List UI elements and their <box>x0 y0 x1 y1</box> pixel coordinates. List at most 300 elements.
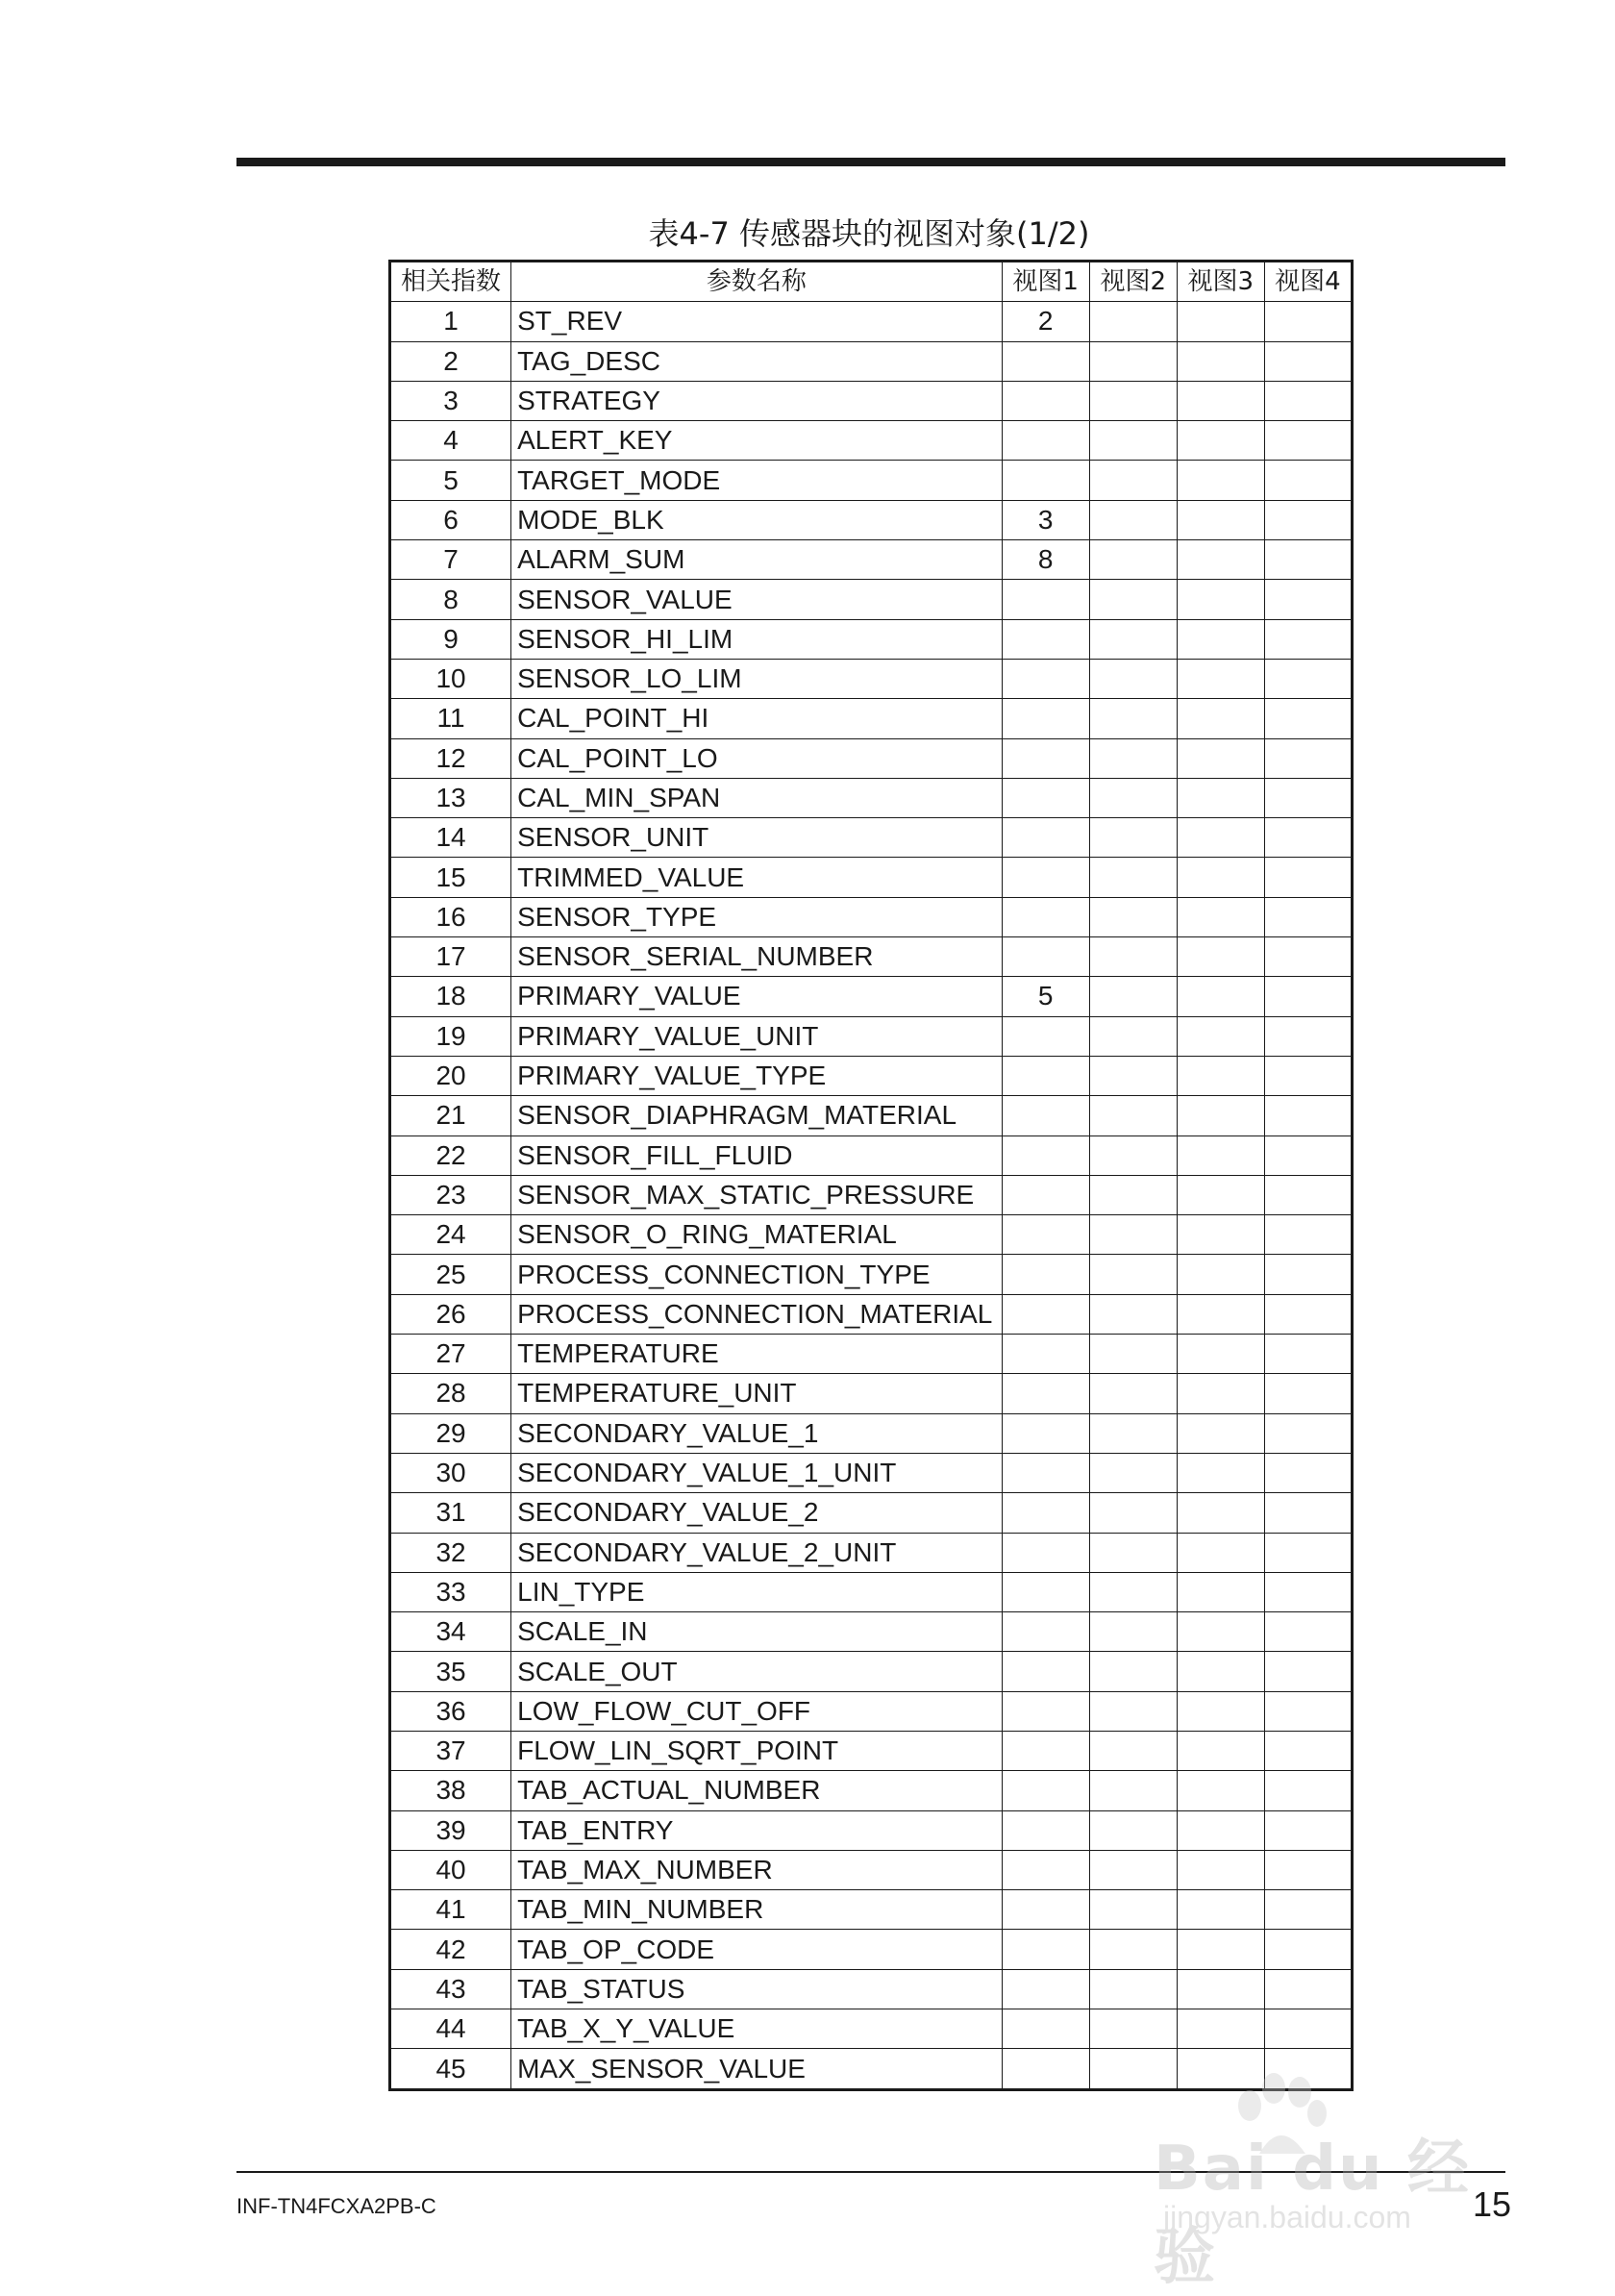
table-row <box>390 1016 1353 1056</box>
row-view4 <box>1264 858 1352 897</box>
row-view2 <box>1089 1215 1177 1255</box>
row-view3 <box>1177 858 1264 897</box>
row-param-name: TAB_ACTUAL_NUMBER <box>511 1771 1003 1810</box>
row-param-name: SENSOR_O_RING_MATERIAL <box>511 1215 1003 1255</box>
row-param-name: TAB_MAX_NUMBER <box>511 1850 1003 1889</box>
row-view4 <box>1264 2009 1352 2049</box>
row-view4 <box>1264 1374 1352 1413</box>
row-view1 <box>1002 580 1089 619</box>
row-view1 <box>1002 1374 1089 1413</box>
table-row <box>390 500 1353 539</box>
row-view1 <box>1002 1255 1089 1294</box>
row-index: 12 <box>390 738 511 778</box>
row-view1 <box>1002 381 1089 420</box>
row-view2 <box>1089 699 1177 738</box>
row-view1 <box>1002 341 1089 381</box>
table-row <box>390 1374 1353 1413</box>
row-view2 <box>1089 1810 1177 1850</box>
row-view4 <box>1264 381 1352 420</box>
row-param-name: TAB_STATUS <box>511 1969 1003 2009</box>
row-index: 36 <box>390 1691 511 1731</box>
row-view3 <box>1177 897 1264 936</box>
row-view2 <box>1089 818 1177 858</box>
row-param-name: TAB_MIN_NUMBER <box>511 1890 1003 1930</box>
row-view3 <box>1177 500 1264 539</box>
row-view1 <box>1002 858 1089 897</box>
row-view3 <box>1177 580 1264 619</box>
row-index: 26 <box>390 1294 511 1334</box>
table-row <box>390 1136 1353 1175</box>
row-view1 <box>1002 2009 1089 2049</box>
row-index: 32 <box>390 1533 511 1572</box>
table-row <box>390 1533 1353 1572</box>
row-view4 <box>1264 1612 1352 1652</box>
row-view2 <box>1089 897 1177 936</box>
row-index: 6 <box>390 500 511 539</box>
row-view4 <box>1264 1413 1352 1453</box>
table-row <box>390 1850 1353 1889</box>
row-index: 24 <box>390 1215 511 1255</box>
row-view4 <box>1264 1533 1352 1572</box>
row-view1 <box>1002 659 1089 698</box>
row-view1 <box>1002 937 1089 977</box>
row-view1 <box>1002 1136 1089 1175</box>
row-view2 <box>1089 421 1177 461</box>
table-row <box>390 1175 1353 1214</box>
row-index: 19 <box>390 1016 511 1056</box>
row-param-name: SENSOR_LO_LIM <box>511 659 1003 698</box>
header-index: 相关指数 <box>390 262 511 302</box>
row-param-name: SENSOR_VALUE <box>511 580 1003 619</box>
row-index: 38 <box>390 1771 511 1810</box>
row-index: 22 <box>390 1136 511 1175</box>
header-view1: 视图1 <box>1002 262 1089 302</box>
row-view4 <box>1264 1136 1352 1175</box>
row-view1 <box>1002 699 1089 738</box>
row-view2 <box>1089 1572 1177 1611</box>
row-param-name: TRIMMED_VALUE <box>511 858 1003 897</box>
row-index: 34 <box>390 1612 511 1652</box>
table-row <box>390 1413 1353 1453</box>
row-index: 13 <box>390 778 511 817</box>
row-view2 <box>1089 1890 1177 1930</box>
table-row <box>390 897 1353 936</box>
row-index: 43 <box>390 1969 511 2009</box>
row-param-name: CAL_POINT_HI <box>511 699 1003 738</box>
row-view2 <box>1089 1533 1177 1572</box>
row-index: 33 <box>390 1572 511 1611</box>
row-view3 <box>1177 302 1264 341</box>
row-index: 31 <box>390 1493 511 1533</box>
table-row <box>390 1572 1353 1611</box>
row-view3 <box>1177 1771 1264 1810</box>
row-view1: 3 <box>1002 500 1089 539</box>
row-view3 <box>1177 540 1264 580</box>
table-row <box>390 1810 1353 1850</box>
table-row <box>390 1294 1353 1334</box>
row-view3 <box>1177 341 1264 381</box>
row-view3 <box>1177 1215 1264 1255</box>
row-view3 <box>1177 1612 1264 1652</box>
row-view2 <box>1089 937 1177 977</box>
row-view1 <box>1002 1771 1089 1810</box>
row-view4 <box>1264 977 1352 1016</box>
row-index: 4 <box>390 421 511 461</box>
row-view1 <box>1002 1810 1089 1850</box>
row-view2 <box>1089 1612 1177 1652</box>
row-view4 <box>1264 1493 1352 1533</box>
row-param-name: ALERT_KEY <box>511 421 1003 461</box>
row-view2 <box>1089 1056 1177 1095</box>
row-param-name: SENSOR_MAX_STATIC_PRESSURE <box>511 1175 1003 1214</box>
row-view4 <box>1264 1335 1352 1374</box>
row-view3 <box>1177 659 1264 698</box>
row-param-name: SECONDARY_VALUE_2_UNIT <box>511 1533 1003 1572</box>
row-view1 <box>1002 1533 1089 1572</box>
row-view2 <box>1089 1335 1177 1374</box>
row-view4 <box>1264 1572 1352 1611</box>
row-view2 <box>1089 778 1177 817</box>
row-view4 <box>1264 1691 1352 1731</box>
row-view1 <box>1002 1175 1089 1214</box>
table-row <box>390 1335 1353 1374</box>
row-param-name: TAG_DESC <box>511 341 1003 381</box>
row-view3 <box>1177 1294 1264 1334</box>
header-view3: 视图3 <box>1177 262 1264 302</box>
row-view4 <box>1264 1016 1352 1056</box>
row-view2 <box>1089 1136 1177 1175</box>
row-view2 <box>1089 659 1177 698</box>
row-view4 <box>1264 580 1352 619</box>
row-view4 <box>1264 1294 1352 1334</box>
table-row <box>390 1453 1353 1492</box>
table-row <box>390 778 1353 817</box>
row-index: 30 <box>390 1453 511 1492</box>
row-view2 <box>1089 858 1177 897</box>
row-view3 <box>1177 977 1264 1016</box>
row-view4 <box>1264 699 1352 738</box>
row-param-name: SENSOR_FILL_FLUID <box>511 1136 1003 1175</box>
row-index: 37 <box>390 1731 511 1770</box>
row-param-name: SECONDARY_VALUE_1_UNIT <box>511 1453 1003 1492</box>
row-view2 <box>1089 1771 1177 1810</box>
row-index: 40 <box>390 1850 511 1889</box>
row-view1 <box>1002 1652 1089 1691</box>
row-view4 <box>1264 421 1352 461</box>
row-view2 <box>1089 1691 1177 1731</box>
row-index: 23 <box>390 1175 511 1214</box>
row-view3 <box>1177 1016 1264 1056</box>
row-index: 45 <box>390 2049 511 2089</box>
row-view1 <box>1002 1493 1089 1533</box>
row-index: 29 <box>390 1413 511 1453</box>
row-view3 <box>1177 738 1264 778</box>
row-param-name: SECONDARY_VALUE_1 <box>511 1413 1003 1453</box>
row-view3 <box>1177 461 1264 500</box>
row-index: 10 <box>390 659 511 698</box>
row-view4 <box>1264 1810 1352 1850</box>
row-index: 21 <box>390 1096 511 1136</box>
row-view4 <box>1264 540 1352 580</box>
row-view3 <box>1177 778 1264 817</box>
table-row <box>390 738 1353 778</box>
row-view2 <box>1089 1493 1177 1533</box>
row-view3 <box>1177 1572 1264 1611</box>
row-view2 <box>1089 1294 1177 1334</box>
row-view4 <box>1264 1652 1352 1691</box>
table-row <box>390 1930 1353 1969</box>
row-param-name: SENSOR_DIAPHRAGM_MATERIAL <box>511 1096 1003 1136</box>
table-row <box>390 341 1353 381</box>
row-view3 <box>1177 1731 1264 1770</box>
row-view4 <box>1264 937 1352 977</box>
table-row <box>390 1890 1353 1930</box>
row-view4 <box>1264 897 1352 936</box>
row-view2 <box>1089 977 1177 1016</box>
row-view3 <box>1177 1136 1264 1175</box>
row-index: 5 <box>390 461 511 500</box>
watermark-url: jingyan.baidu.com <box>1163 2200 1411 2234</box>
row-param-name: SENSOR_HI_LIM <box>511 619 1003 659</box>
row-view2 <box>1089 540 1177 580</box>
row-view4 <box>1264 1969 1352 2009</box>
row-view3 <box>1177 1810 1264 1850</box>
row-view4 <box>1264 1453 1352 1492</box>
row-param-name: PROCESS_CONNECTION_TYPE <box>511 1255 1003 1294</box>
row-param-name: MAX_SENSOR_VALUE <box>511 2049 1003 2089</box>
row-param-name: PROCESS_CONNECTION_MATERIAL <box>511 1294 1003 1334</box>
row-view3 <box>1177 818 1264 858</box>
row-param-name: SECONDARY_VALUE_2 <box>511 1493 1003 1533</box>
header-view4: 视图4 <box>1264 262 1352 302</box>
row-index: 17 <box>390 937 511 977</box>
row-view2 <box>1089 619 1177 659</box>
row-param-name: LIN_TYPE <box>511 1572 1003 1611</box>
row-index: 39 <box>390 1810 511 1850</box>
row-view4 <box>1264 1255 1352 1294</box>
row-view1: 2 <box>1002 302 1089 341</box>
row-view1 <box>1002 1890 1089 1930</box>
row-view3 <box>1177 937 1264 977</box>
row-param-name: MODE_BLK <box>511 500 1003 539</box>
row-view4 <box>1264 1850 1352 1889</box>
row-index: 9 <box>390 619 511 659</box>
row-index: 8 <box>390 580 511 619</box>
table-row <box>390 818 1353 858</box>
row-view4 <box>1264 302 1352 341</box>
table-row <box>390 1691 1353 1731</box>
row-view1 <box>1002 1294 1089 1334</box>
row-param-name: ST_REV <box>511 302 1003 341</box>
row-view1 <box>1002 1850 1089 1889</box>
row-view3 <box>1177 1056 1264 1095</box>
row-view2 <box>1089 341 1177 381</box>
row-param-name: PRIMARY_VALUE <box>511 977 1003 1016</box>
row-view1 <box>1002 1096 1089 1136</box>
table-title: 表4-7 传感器块的视图对象(1/2) <box>648 215 1090 252</box>
row-view3 <box>1177 1890 1264 1930</box>
table-row <box>390 580 1353 619</box>
row-view2 <box>1089 1016 1177 1056</box>
row-view4 <box>1264 500 1352 539</box>
table-row <box>390 977 1353 1016</box>
table-row <box>390 659 1353 698</box>
row-view2 <box>1089 461 1177 500</box>
row-index: 18 <box>390 977 511 1016</box>
row-view4 <box>1264 1175 1352 1214</box>
row-view2 <box>1089 1453 1177 1492</box>
table-row <box>390 421 1353 461</box>
row-view3 <box>1177 421 1264 461</box>
table-row <box>390 858 1353 897</box>
row-view4 <box>1264 461 1352 500</box>
row-view1 <box>1002 1215 1089 1255</box>
row-view4 <box>1264 1930 1352 1969</box>
row-view1: 5 <box>1002 977 1089 1016</box>
row-param-name: CAL_MIN_SPAN <box>511 778 1003 817</box>
header-param-name: 参数名称 <box>511 262 1003 302</box>
row-view1 <box>1002 421 1089 461</box>
row-index: 15 <box>390 858 511 897</box>
row-view1 <box>1002 619 1089 659</box>
table-row <box>390 1056 1353 1095</box>
header-view2: 视图2 <box>1089 262 1177 302</box>
row-index: 14 <box>390 818 511 858</box>
row-index: 11 <box>390 699 511 738</box>
row-view1 <box>1002 1056 1089 1095</box>
row-view3 <box>1177 2009 1264 2049</box>
row-param-name: PRIMARY_VALUE_UNIT <box>511 1016 1003 1056</box>
table-row <box>390 381 1353 420</box>
row-view2 <box>1089 580 1177 619</box>
row-view1 <box>1002 818 1089 858</box>
baidu-watermark <box>1144 2067 1528 2293</box>
row-view1 <box>1002 778 1089 817</box>
row-view1 <box>1002 1731 1089 1770</box>
row-view3 <box>1177 619 1264 659</box>
row-view4 <box>1264 1890 1352 1930</box>
row-param-name: TAB_ENTRY <box>511 1810 1003 1850</box>
row-view1 <box>1002 2049 1089 2089</box>
row-view4 <box>1264 778 1352 817</box>
row-param-name: TAB_X_Y_VALUE <box>511 2009 1003 2049</box>
row-view2 <box>1089 2009 1177 2049</box>
table-row <box>390 1652 1353 1691</box>
row-view4 <box>1264 738 1352 778</box>
row-param-name: SENSOR_TYPE <box>511 897 1003 936</box>
row-param-name: SCALE_OUT <box>511 1652 1003 1691</box>
table-row <box>390 540 1353 580</box>
row-view1 <box>1002 1691 1089 1731</box>
row-index: 42 <box>390 1930 511 1969</box>
row-view3 <box>1177 1969 1264 2009</box>
row-index: 28 <box>390 1374 511 1413</box>
row-view4 <box>1264 818 1352 858</box>
row-view2 <box>1089 1652 1177 1691</box>
row-view1 <box>1002 1335 1089 1374</box>
row-param-name: TEMPERATURE <box>511 1335 1003 1374</box>
row-view3 <box>1177 1255 1264 1294</box>
row-param-name: SENSOR_SERIAL_NUMBER <box>511 937 1003 977</box>
row-view3 <box>1177 381 1264 420</box>
row-view4 <box>1264 1215 1352 1255</box>
row-index: 16 <box>390 897 511 936</box>
watermark-logo-text: Bai du 经验 <box>1154 2134 1471 2293</box>
row-index: 3 <box>390 381 511 420</box>
row-view1 <box>1002 1016 1089 1056</box>
row-view3 <box>1177 1175 1264 1214</box>
row-view1 <box>1002 1930 1089 1969</box>
row-view3 <box>1177 1374 1264 1413</box>
table-row <box>390 1731 1353 1770</box>
row-index: 44 <box>390 2009 511 2049</box>
table-header-row <box>390 262 1353 302</box>
row-view4 <box>1264 1056 1352 1095</box>
table-body <box>390 302 1353 2089</box>
row-view1 <box>1002 1413 1089 1453</box>
row-view2 <box>1089 302 1177 341</box>
row-param-name: LOW_FLOW_CUT_OFF <box>511 1691 1003 1731</box>
view-object-table <box>388 260 1354 2091</box>
row-view2 <box>1089 1969 1177 2009</box>
table-row <box>390 699 1353 738</box>
row-view3 <box>1177 1652 1264 1691</box>
row-view3 <box>1177 1850 1264 1889</box>
table-row <box>390 1255 1353 1294</box>
row-view2 <box>1089 1731 1177 1770</box>
row-param-name: SENSOR_UNIT <box>511 818 1003 858</box>
row-view3 <box>1177 1493 1264 1533</box>
row-view1 <box>1002 738 1089 778</box>
row-view1 <box>1002 461 1089 500</box>
row-view4 <box>1264 1771 1352 1810</box>
row-param-name: STRATEGY <box>511 381 1003 420</box>
row-view1 <box>1002 1572 1089 1611</box>
row-param-name: ALARM_SUM <box>511 540 1003 580</box>
page-number: 15 <box>1473 2184 1512 2224</box>
row-view2 <box>1089 381 1177 420</box>
row-param-name: TEMPERATURE_UNIT <box>511 1374 1003 1413</box>
row-index: 2 <box>390 341 511 381</box>
row-index: 27 <box>390 1335 511 1374</box>
table-row <box>390 302 1353 341</box>
row-view4 <box>1264 619 1352 659</box>
row-view3 <box>1177 1453 1264 1492</box>
row-view1 <box>1002 1612 1089 1652</box>
row-view3 <box>1177 1533 1264 1572</box>
table-row <box>390 1969 1353 2009</box>
row-view3 <box>1177 1413 1264 1453</box>
row-view2 <box>1089 1413 1177 1453</box>
row-param-name: TAB_OP_CODE <box>511 1930 1003 1969</box>
row-view3 <box>1177 699 1264 738</box>
row-view1 <box>1002 1969 1089 2009</box>
table-row <box>390 937 1353 977</box>
row-view4 <box>1264 1096 1352 1136</box>
row-view2 <box>1089 1255 1177 1294</box>
row-view4 <box>1264 659 1352 698</box>
table-row <box>390 1215 1353 1255</box>
table-row <box>390 1771 1353 1810</box>
row-param-name: PRIMARY_VALUE_TYPE <box>511 1056 1003 1095</box>
row-view1 <box>1002 897 1089 936</box>
row-view2 <box>1089 1850 1177 1889</box>
row-index: 25 <box>390 1255 511 1294</box>
row-view2 <box>1089 500 1177 539</box>
document-code: INF-TN4FCXA2PB-C <box>236 2194 436 2218</box>
row-view4 <box>1264 341 1352 381</box>
table-row <box>390 2009 1353 2049</box>
